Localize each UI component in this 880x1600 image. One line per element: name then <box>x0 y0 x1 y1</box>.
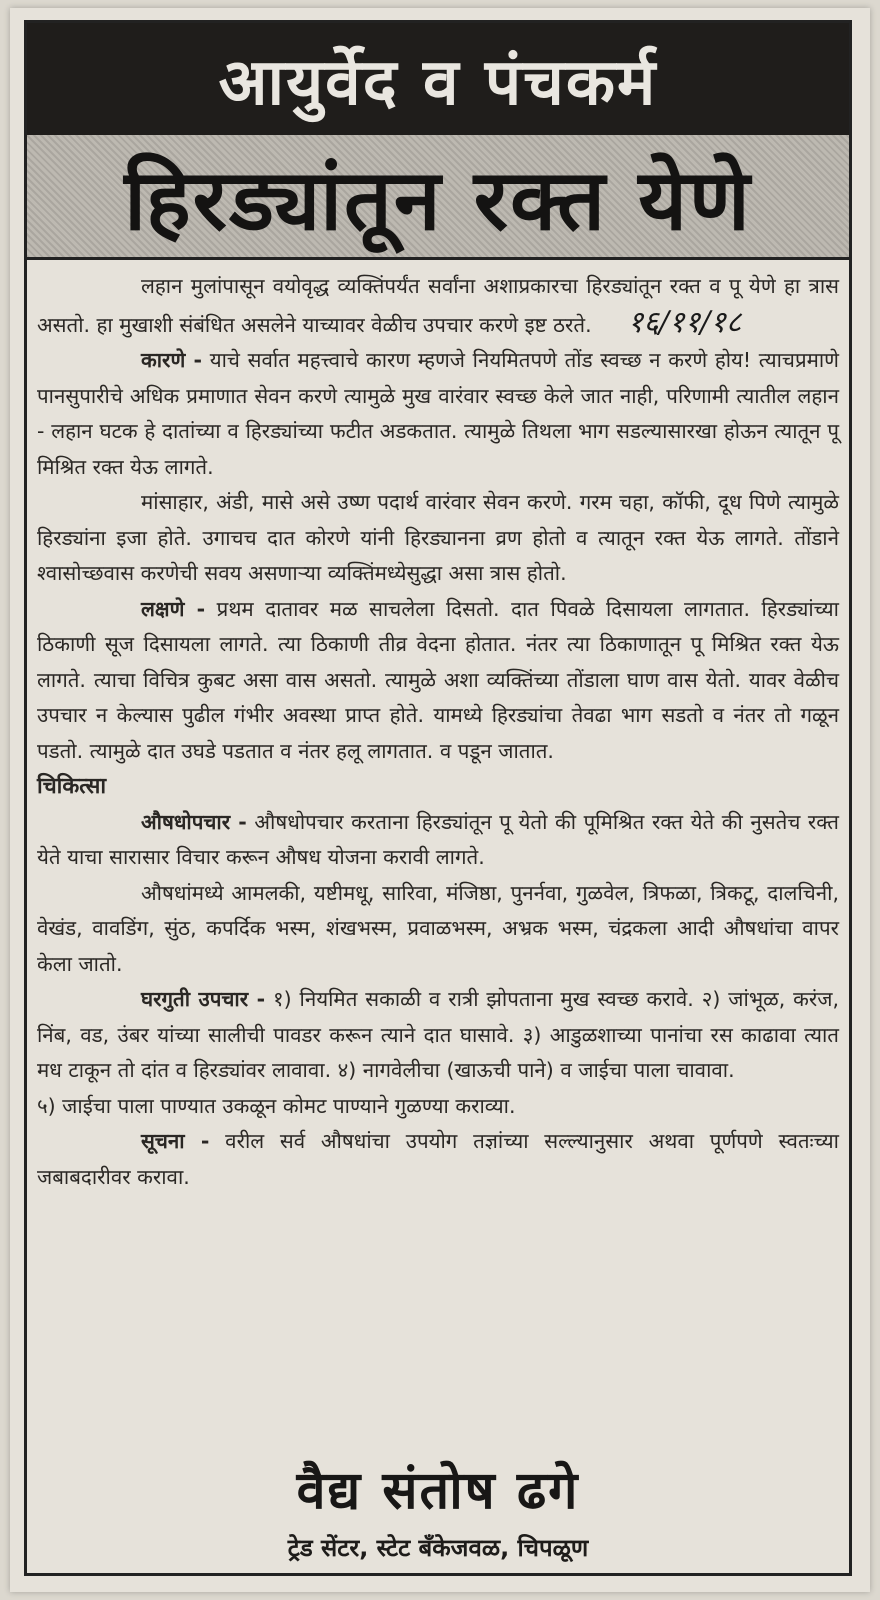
author-name: वैद्य संतोष ढगे <box>296 1461 580 1521</box>
headline-box <box>27 135 849 260</box>
handwritten-date: १६/११/१८ <box>627 304 742 340</box>
medicine-paragraph <box>37 805 839 876</box>
home-remedies-text: १) नियमित सकाळी व रात्री झोपताना मुख स्वच्छ करावे. २) जांभूळ, करंज, निंब, वड, उंबर यांच्या सालीची पावडर करून त्याने दात घासावे. ३) आडुळशाच्या पानांचा रस काढावा त्यात मध टाकून तो दांत व हिरड्यांवर लावावा. ४) नागवेलीचा (खाऊची पाने) व जाईचा पाला चावावा. <box>37 987 839 1082</box>
symptoms-paragraph <box>37 592 839 770</box>
causes-paragraph-2: मांसाहार, अंडी, मासे असे उष्ण पदार्थ वारंवार सेवन करणे. गरम चहा, कॉफी, दूध पिणे त्यामुळे हिरड्यांना इजा होते. उगाचच दात कोरणे यांनी हिरड्यानना व्रण होतो व त्यातून रक्त येऊ लागते. तोंडाने श्वासोच्छवास करणेची सवय असणाऱ्या व्यक्तिंमध्येसुद्धा असा त्रास होतो. <box>37 490 839 585</box>
symptoms-label: लक्षणे - <box>141 596 206 621</box>
home-remedy-item-5: ५) जाईचा पाला पाण्यात उकळून कोमट पाण्याने गुळण्या कराव्या. <box>37 1093 516 1118</box>
note-text: वरील सर्व औषधांचा उपयोग तज्ञांच्या सल्ल्यानुसार अथवा पूर्णपणे स्वतःच्या जबाबदारीवर करावा. <box>37 1129 839 1189</box>
note-label: सूचना - <box>141 1129 210 1153</box>
newspaper-clipping <box>10 8 870 1592</box>
medicine-text: औषधोपचार करताना हिरड्यांतून पू येतो की पूमिश्रित रक्त येते की नुसतेच रक्त येते याचा सारासार विचार करून औषध योजना करावी लागते. <box>37 809 839 869</box>
causes-text: याचे सर्वात महत्त्वाचे कारण म्हणजे नियमितपणे तोंड स्वच्छ न करणे होय! त्याचप्रमाणे पानसुपारीचे अधिक प्रमाणात सेवन करणे त्यामुळे मुख वारंवार स्वच्छ केले जात नाही, परिणामी त्यातील लहान - लहान घटक हे दातांच्या व हिरड्यांच्या फटीत अडकतात. त्यामुळे तिथला भाग सडल्यासारखा होऊन त्यातून पू मिश्रित रक्त येऊ लागते. <box>37 348 839 479</box>
medicine-label: औषधोपचार - <box>141 809 247 834</box>
column-banner <box>27 23 849 135</box>
causes-label: कारणे - <box>141 348 203 372</box>
article-frame <box>24 20 852 1576</box>
causes-paragraph <box>37 343 839 485</box>
treatment-heading: चिकित्सा <box>37 774 107 799</box>
author-address: ट्रेड सेंटर, स्टेट बँकेजवळ, चिपळूण <box>287 1534 589 1562</box>
home-remedies-paragraph <box>37 982 839 1089</box>
article-body <box>37 269 839 1195</box>
home-remedies-label: घरगुती उपचार - <box>141 987 266 1011</box>
note-paragraph <box>37 1124 839 1195</box>
intro-paragraph <box>37 269 839 343</box>
intro-text: लहान मुलांपासून वयोवृद्ध व्यक्तिंपर्यंत सर्वांना अशाप्रकारचा हिरड्यांतून रक्त व पू येणे हा त्रास असतो. हा मुखाशी संबंधित असलेने याच्यावर वेळीच उपचार करणे इष्ट ठरते. <box>37 274 839 337</box>
article-headline: हिरड्यांतून रक्त येणे <box>124 150 752 249</box>
symptoms-text: प्रथम दातावर मळ साचलेला दिसतो. दात पिवळे दिसायला लागतात. हिरड्यांच्या ठिकाणी सूज दिसायला लागते. त्या ठिकाणी तीव्र वेदना होतात. नंतर त्या ठिकाणातून पू मिश्रित रक्त येऊ लागते. त्याचा विचित्र कुबट असा वास असतो. त्यामुळे अशा व्यक्तिंच्या तोंडाला घाण वास येतो. यावर वेळीच उपचार न केल्यास पुढील गंभीर अवस्था प्राप्त होते. यामध्ये हिरड्यांचा तेवढा भाग सडतो व नंतर तो गळून पडतो. त्यामुळे दात उघडे पडतात व नंतर हलू लागतात. व पडून जातात. <box>37 596 839 763</box>
medicine-paragraph-2: औषधांमध्ये आमलकी, यष्टीमधू, सारिवा, मंजिष्ठा, पुनर्नवा, गुळवेल, त्रिफळा, त्रिकटू, दालचिनी, वेखंड, वावडिंग, सुंठ, कपर्दिक भस्म, शंखभस्म, प्रवाळभस्म, अभ्रक भस्म, चंद्रकला आदी औषधांचा वापर केला जातो. <box>37 880 839 976</box>
column-title: आयुर्वेद व पंचकर्म <box>218 45 658 120</box>
